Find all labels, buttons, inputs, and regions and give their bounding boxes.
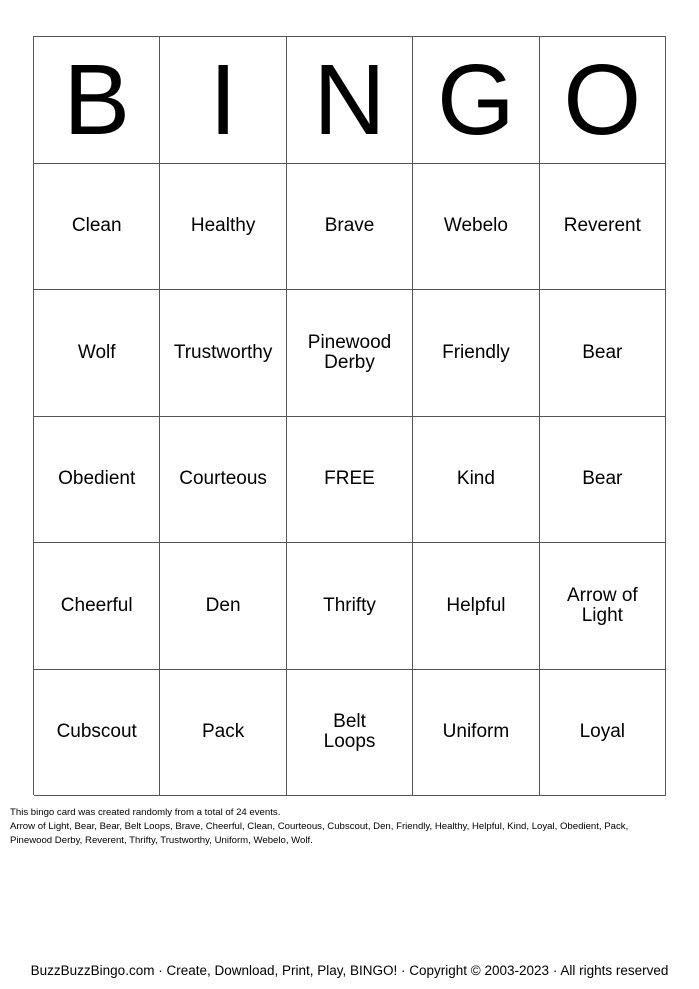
bingo-cell: Friendly xyxy=(413,290,539,417)
bingo-cell: Cubscout xyxy=(34,670,160,797)
bingo-cell: Den xyxy=(160,543,286,670)
bingo-header-row xyxy=(34,37,666,164)
bingo-cell: Pack xyxy=(160,670,286,797)
bingo-cell: Arrow of Light xyxy=(540,543,666,670)
free-space-cell: FREE xyxy=(287,417,413,544)
bingo-cell: Wolf xyxy=(34,290,160,417)
card-footnote xyxy=(10,806,670,848)
bingo-cell: Clean xyxy=(34,164,160,291)
bingo-cell: Pinewood Derby xyxy=(287,290,413,417)
bingo-cell: Loyal xyxy=(540,670,666,797)
bingo-cell: Courteous xyxy=(160,417,286,544)
page-footer: BuzzBuzzBingo.com · Create, Download, Print, Play, BINGO! · Copyright © 2003-2023 · All rights reserved xyxy=(30,963,669,978)
bingo-cell: Helpful xyxy=(413,543,539,670)
header-letter-g: G xyxy=(413,37,539,164)
header-letter-o: O xyxy=(540,37,666,164)
bingo-cell: Cheerful xyxy=(34,543,160,670)
bingo-cell: Thrifty xyxy=(287,543,413,670)
bingo-card xyxy=(33,36,666,795)
bingo-cell: Webelo xyxy=(413,164,539,291)
header-letter-i: I xyxy=(160,37,286,164)
bingo-cell: Uniform xyxy=(413,670,539,797)
bingo-cell: Bear xyxy=(540,417,666,544)
footnote-event-list: Arrow of Light, Bear, Bear, Belt Loops, Brave, Cheerful, Clean, Courteous, Cubscout, Den, Friendly, Healthy, Helpful, Kind, Loyal, Obedient, Pack, Pinewood Derby, Reverent, Thrifty, Trustworthy, Uniform, Webelo, Wolf. xyxy=(10,821,629,846)
footnote-summary: This bingo card was created randomly from a total of 24 events. xyxy=(10,807,281,818)
bingo-cell: Healthy xyxy=(160,164,286,291)
bingo-cell: Brave xyxy=(287,164,413,291)
bingo-cell: Kind xyxy=(413,417,539,544)
bingo-row-5 xyxy=(34,670,666,797)
bingo-cell: Belt Loops xyxy=(287,670,413,797)
header-letter-b: B xyxy=(34,37,160,164)
bingo-row-2 xyxy=(34,290,666,417)
bingo-row-3 xyxy=(34,417,666,544)
bingo-row-1 xyxy=(34,164,666,291)
bingo-cell: Obedient xyxy=(34,417,160,544)
bingo-row-4 xyxy=(34,543,666,670)
header-letter-n: N xyxy=(287,37,413,164)
bingo-cell: Bear xyxy=(540,290,666,417)
bingo-cell: Trustworthy xyxy=(160,290,286,417)
bingo-cell: Reverent xyxy=(540,164,666,291)
